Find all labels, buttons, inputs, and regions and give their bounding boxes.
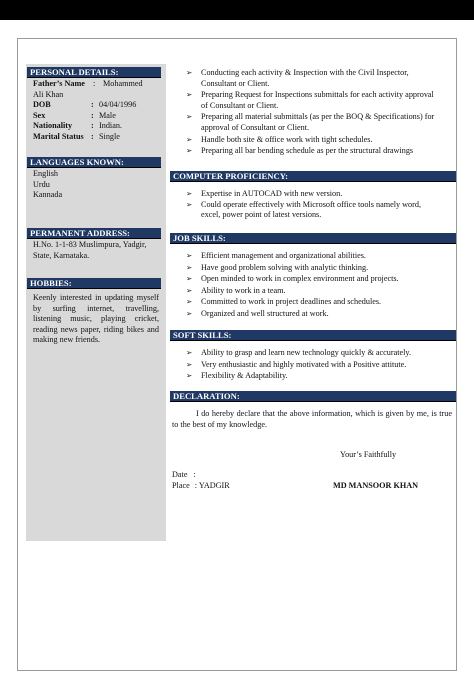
dob-value: 04/04/1996 bbox=[99, 100, 137, 110]
duty-item: ➢ Preparing Request for Inspections submittals for each activity approval of Consultant or Client. bbox=[183, 90, 441, 111]
soft-skills-list bbox=[183, 348, 451, 382]
languages-list bbox=[33, 169, 62, 201]
place-row: Place : YADGIR bbox=[172, 481, 230, 490]
nationality-label: Nationality bbox=[33, 121, 73, 131]
job-skill-item: ➢ Have good problem solving with analytic thinking. bbox=[183, 263, 445, 274]
personal-details-heading: PERSONAL DETAILS: bbox=[27, 67, 161, 78]
duties-list bbox=[183, 68, 441, 157]
address-line: State, Karnataka. bbox=[33, 250, 90, 260]
language-item: English bbox=[33, 169, 59, 178]
duty-item: ➢ Preparing all material submittals (as per the BOQ & Specifications) for approval of Consultant or Client. bbox=[183, 112, 441, 133]
soft-skill-item: ➢ Flexibility & Adaptability. bbox=[183, 371, 451, 382]
father-value-cont: Ali Khan bbox=[33, 89, 64, 99]
marital-label: Marital Status bbox=[33, 131, 84, 141]
soft-skill-item: ➢ Very enthusiastic and highly motivated with a Positive attitute. bbox=[183, 360, 451, 371]
job-skills-heading: JOB SKILLS: bbox=[170, 233, 456, 244]
job-skill-item: ➢ Efficient management and organizational abilities. bbox=[183, 251, 445, 262]
address-text bbox=[33, 240, 146, 261]
declaration-text: I do hereby declare that the above information, which is given by me, is true to the best of my knowledge. bbox=[172, 409, 452, 429]
date-row: Date : bbox=[172, 470, 196, 479]
duty-item: ➢ Conducting each activity & Inspection with the Civil Inspector, Consultant or Client. bbox=[183, 68, 441, 89]
nationality-value: Indian. bbox=[99, 121, 122, 131]
father-label: Father’s Name bbox=[33, 79, 85, 88]
soft-skills-heading: SOFT SKILLS: bbox=[170, 330, 456, 341]
duty-item: ➢ Handle both site & office work with tight schedules. bbox=[183, 135, 441, 146]
address-line: H.No. 1-1-83 Muslimpura, Yadgir, bbox=[33, 240, 147, 249]
soft-skill-item: ➢ Ability to grasp and learn new technology quickly & accurately. bbox=[183, 348, 451, 359]
sex-label: Sex bbox=[33, 110, 46, 120]
computer-heading: COMPUTER PROFICIENCY: bbox=[170, 171, 456, 182]
job-skills-list bbox=[183, 251, 445, 320]
hobbies-heading: HOBBIES: bbox=[27, 278, 161, 289]
top-bar bbox=[0, 0, 474, 20]
computer-item: ➢ Could operate effectively with Microsoft office tools namely word, excel, power point of latest versions. bbox=[183, 200, 441, 221]
job-skill-item: ➢ Committed to work in project deadlines and schedules. bbox=[183, 297, 445, 308]
dob-label: DOB bbox=[33, 100, 51, 110]
place-label: Place bbox=[172, 481, 190, 490]
closing-text: Your’s Faithfully bbox=[340, 450, 397, 459]
declaration-heading: DECLARATION: bbox=[170, 391, 456, 402]
place-value: YADGIR bbox=[198, 481, 230, 490]
job-skill-item: ➢ Organized and well structured at work. bbox=[183, 309, 445, 320]
sex-value: Male bbox=[99, 110, 116, 120]
languages-heading: LANGUAGES KNOWN: bbox=[27, 157, 161, 168]
computer-list bbox=[183, 189, 441, 221]
hobbies-text: Keenly interested in updating myself by surfing internet, travelling, listening music, playing cricket, reading news paper, riding bikes and making new friends. bbox=[33, 293, 159, 345]
job-skill-item: ➢ Open minded to work in complex environment and projects. bbox=[183, 274, 445, 285]
job-skill-item: ➢ Ability to work in a team. bbox=[183, 286, 445, 297]
signature-name: MD MANSOOR KHAN bbox=[333, 481, 419, 490]
duty-item: ➢ Preparing all bar bending schedule as per the structural drawings bbox=[183, 146, 441, 157]
date-label: Date bbox=[172, 470, 188, 479]
language-item: Kannada bbox=[33, 190, 63, 200]
language-item: Urdu bbox=[33, 179, 50, 189]
computer-item: ➢ Expertise in AUTOCAD with new version. bbox=[183, 189, 441, 200]
marital-value: Single bbox=[99, 131, 120, 141]
personal-details: Father’s Name : Mohammed Ali Khan DOB : 04/04/1996 Sex : Male Nationality : Indian. Marital Status : Single bbox=[33, 79, 143, 141]
address-heading: PERMANENT ADDRESS: bbox=[27, 228, 161, 239]
father-value: Mohammed bbox=[103, 79, 143, 88]
